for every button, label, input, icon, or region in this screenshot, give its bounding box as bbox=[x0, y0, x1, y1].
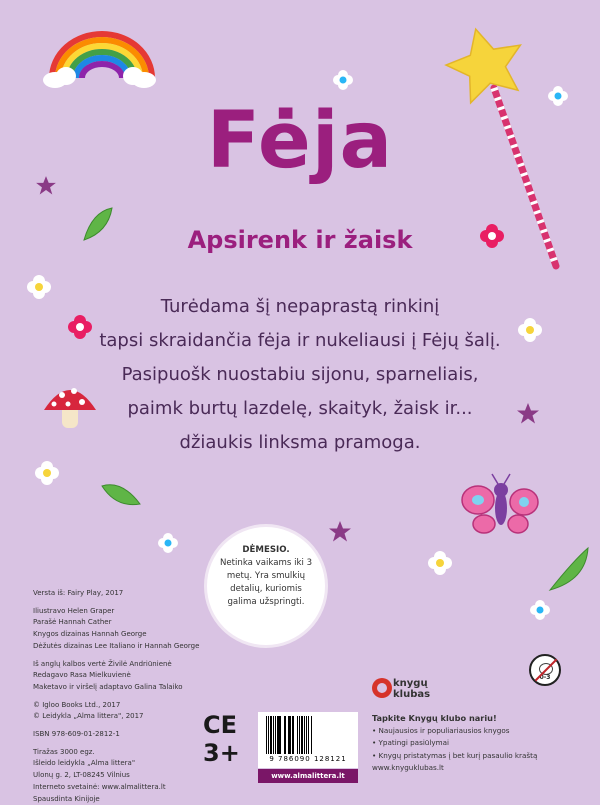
credits-translator: Iš anglų kalbos vertė Živilė Andriūnienė bbox=[33, 659, 172, 668]
book-club-heading: Tapkite Knygų klubo nariu! bbox=[372, 713, 497, 723]
book-club-logo-line1: knygų bbox=[393, 678, 428, 689]
book-title: Fėja bbox=[206, 96, 394, 186]
book-club-logo-line2: klubas bbox=[393, 689, 431, 700]
book-club-url: www.knyguklubas.lt bbox=[372, 763, 444, 772]
warning-heading: DĖMESIO. bbox=[242, 545, 290, 555]
blurb-line: Pasipuošk nuostabiu sijonu, sparneliais, bbox=[121, 364, 479, 385]
no-small-parts-label: 0-3 bbox=[539, 674, 551, 681]
credits-publisher: Išleido leidykla „Alma littera" bbox=[33, 759, 136, 768]
credits-copyright: © Igloo Books Ltd., 2017 bbox=[33, 700, 121, 709]
ce-mark: CE bbox=[203, 711, 238, 739]
warning-badge bbox=[207, 527, 325, 645]
credits-address: Ulonų g. 2, LT-08245 Vilnius bbox=[33, 771, 130, 780]
rainbow-icon bbox=[43, 34, 156, 88]
book-club-logo-icon bbox=[372, 678, 392, 698]
barcode bbox=[258, 712, 358, 768]
credits-block bbox=[33, 588, 223, 805]
age-mark: 3+ bbox=[203, 739, 240, 767]
credits-layout: Maketavo ir viršelį adaptavo Galina Talaiko bbox=[33, 682, 183, 691]
book-club-benefit: • Knygų pristatymas į bet kurį pasaulio kraštą bbox=[372, 750, 572, 763]
credits-illustrator: Iliustravo Helen Graper bbox=[33, 606, 115, 615]
book-club-benefit: • Ypatingi pasiūlymai bbox=[372, 737, 572, 750]
credits-copyright: © Leidykla „Alma littera", 2017 bbox=[33, 712, 144, 721]
barcode-digits: 9 786090 128121 bbox=[269, 755, 347, 763]
blurb-text bbox=[60, 290, 540, 460]
book-club-benefit: • Naujausios ir populiariausios knygos bbox=[372, 725, 572, 738]
blurb-line: tapsi skraidančia fėja ir nukeliausi į Fėjų šalį. bbox=[99, 330, 501, 351]
blurb-line: paimk burtų lazdelę, skaityk, žaisk ir... bbox=[127, 398, 473, 419]
credits-website: Interneto svetainė: www.almalittera.lt bbox=[33, 782, 166, 791]
publisher-url: www.almalittera.lt bbox=[258, 769, 358, 783]
credits-isbn: ISBN 978-609-01-2812-1 bbox=[33, 730, 120, 739]
warning-text: Netinka vaikams iki 3 metų. Yra smulkių detalių, kuriomis galima užspringti. bbox=[219, 558, 313, 607]
butterfly-icon bbox=[462, 474, 538, 533]
book-club-logo bbox=[372, 676, 444, 706]
blurb-line: džiaukis linksma pramoga. bbox=[179, 432, 421, 453]
credits-design: Knygos dizainas Hannah George bbox=[33, 630, 147, 639]
credits-printer: Spausdinta Kinijoje bbox=[33, 794, 100, 803]
credits-print-run: Tiražas 3000 egz. bbox=[33, 747, 95, 756]
barcode-bar bbox=[311, 716, 312, 754]
credits-author: Parašė Hannah Cather bbox=[33, 618, 112, 627]
credits-editor: Redagavo Rasa Mielkuvienė bbox=[33, 671, 131, 680]
credits-box-design: Dėžutės dizainas Lee Italiano ir Hannah George bbox=[33, 641, 200, 650]
barcode-bars bbox=[266, 716, 350, 754]
book-club-info bbox=[372, 712, 572, 775]
no-small-parts-icon bbox=[529, 654, 561, 686]
book-subtitle: Apsirenk ir žaisk bbox=[187, 226, 413, 254]
blurb-line: Turėdama šį nepaprastą rinkinį bbox=[160, 296, 440, 317]
credits-original-title: Versta iš: Fairy Play, 2017 bbox=[33, 589, 124, 597]
